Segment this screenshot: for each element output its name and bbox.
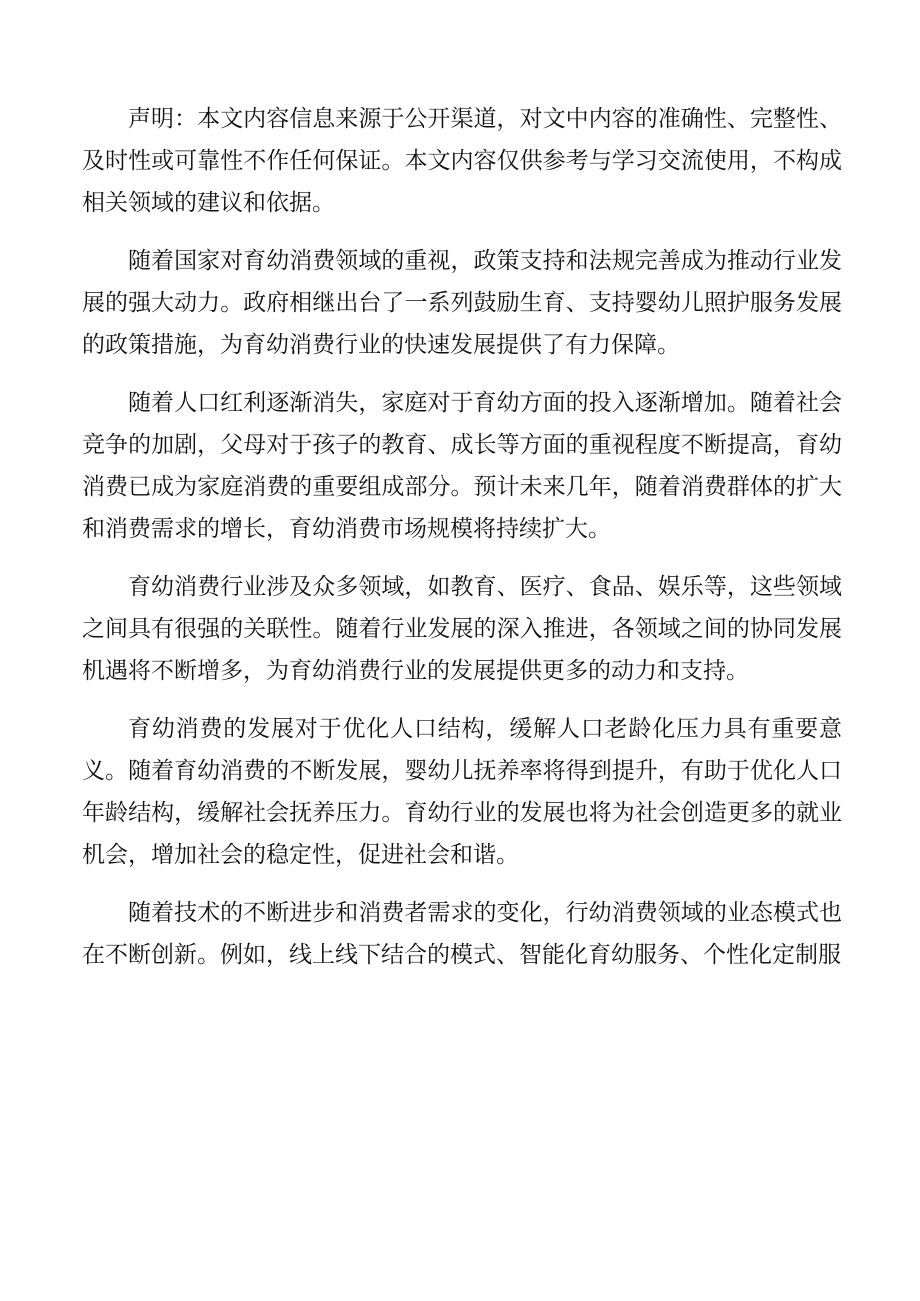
demographics-paragraph: 随着人口红利逐渐消失，家庭对于育幼方面的投入逐渐增加。随着社会竞争的加剧，父母对于孩子的教育、成长等方面的重视程度不断提高，育幼消费已成为家庭消费的重要组成部分。预计未来几年，随着消费群体的扩大和消费需求的增长，育幼消费市场规模将持续扩大。 bbox=[82, 390, 842, 542]
policy-paragraph: 随着国家对育幼消费领域的重视，政策支持和法规完善成为推动行业发展的强大动力。政府相继出台了一系列鼓励生育、支持婴幼儿照护服务发展的政策措施，为育幼消费行业的快速发展提供了有力保障。 bbox=[82, 248, 842, 358]
disclaimer-paragraph: 声明：本文内容信息来源于公开渠道，对文中内容的准确性、完整性、及时性或可靠性不作任何保证。本文内容仅供参考与学习交流使用，不构成相关领域的建议和依据。 bbox=[82, 106, 842, 216]
population-structure-paragraph: 育幼消费的发展对于优化人口结构，缓解人口老龄化压力具有重要意义。随着育幼消费的不断发展，婴幼儿抚养率将得到提升，有助于优化人口年龄结构，缓解社会抚养压力。育幼行业的发展也将为社会创造更多的就业机会，增加社会的稳定性，促进社会和谐。 bbox=[82, 716, 842, 868]
document-body bbox=[82, 98, 842, 992]
industry-linkage-paragraph: 育幼消费行业涉及众多领域，如教育、医疗、食品、娱乐等，这些领域之间具有很强的关联性。随着行业发展的深入推进，各领域之间的协同发展机遇将不断增多，为育幼消费行业的发展提供更多的动力和支持。 bbox=[82, 574, 842, 684]
business-model-paragraph: 随着技术的不断进步和消费者需求的变化，行幼消费领域的业态模式也在不断创新。例如，线上线下结合的模式、智能化育幼服务、个性化定制服 bbox=[82, 900, 842, 968]
